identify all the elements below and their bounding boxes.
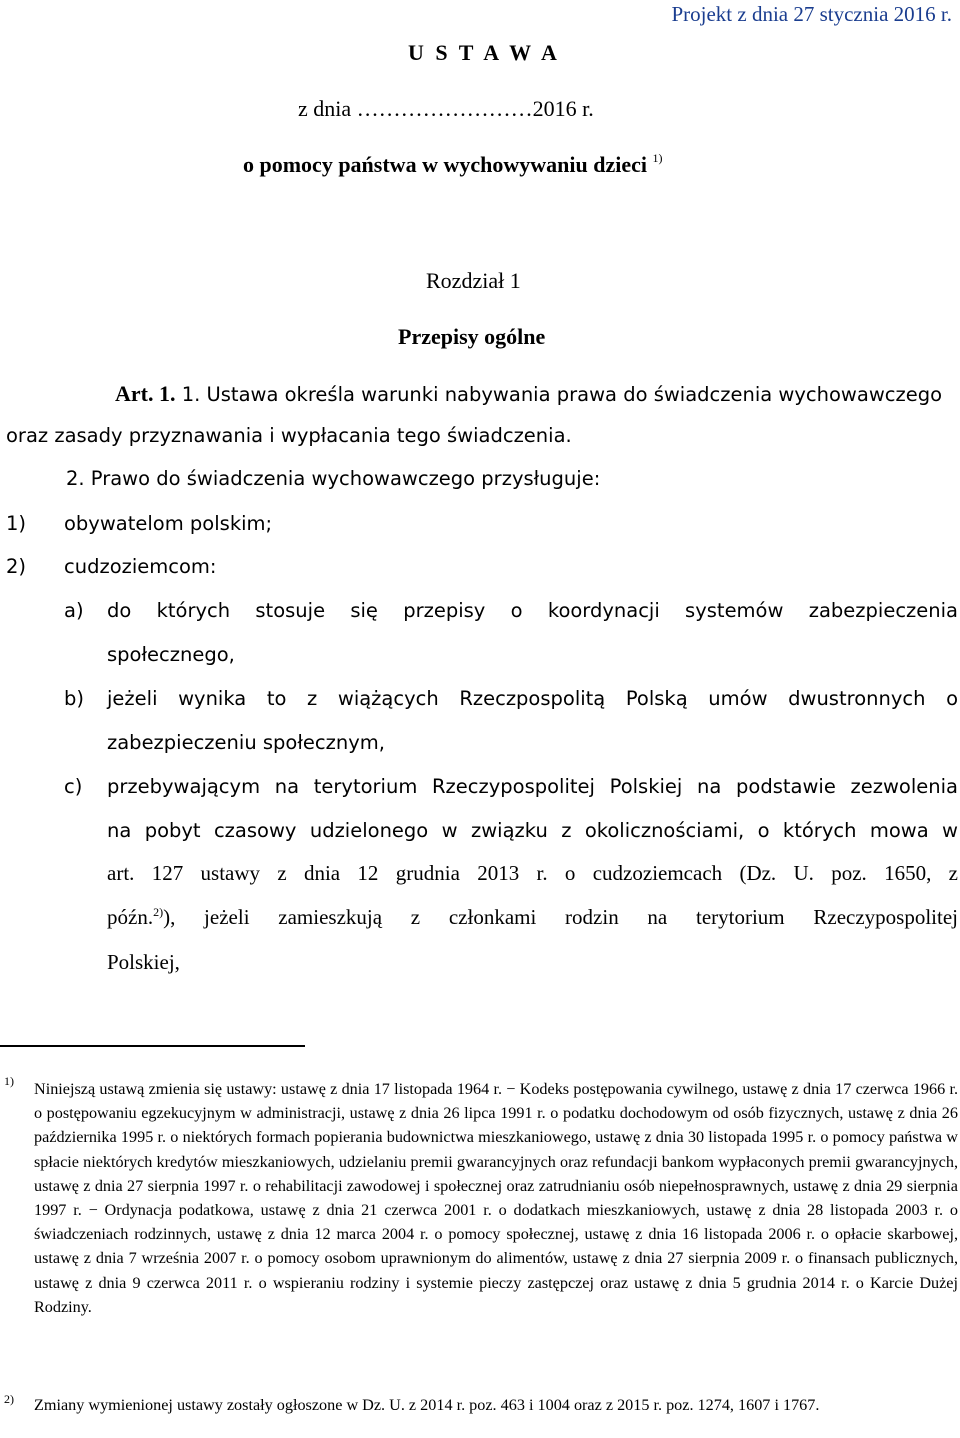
letter-b-line-1: jeżeli wynika to z wiążących Rzeczpospolitą Polską umów dwustronnych o	[107, 687, 958, 710]
letter-c-line-1: przebywającym na terytorium Rzeczypospolitej Polskiej na podstawie zezwolenia	[107, 775, 958, 798]
letter-c-line-4	[107, 905, 958, 930]
chapter-number: Rozdział 1	[426, 268, 521, 293]
letter-b-marker: b)	[64, 687, 84, 710]
footnote-ref-2[interactable]: 2)	[153, 905, 164, 919]
point-1-text: obywatelom polskim;	[64, 512, 273, 535]
article-label: Art. 1.	[115, 381, 176, 406]
footnote-2-text: Zmiany wymienionej ustawy zostały ogłoszone w Dz. U. z 2014 r. poz. 463 i 1004 oraz z 2015 r. poz. 1274, 1607 i 1767.	[34, 1396, 820, 1414]
footnote-1-text: Niniejszą ustawą zmienia się ustawy: ustawę z dnia 17 listopada 1964 r. − Kodeks postępowania cywilnego, ustawę z dnia 17 czerwca 1966 r. o postępowaniu egzekucyjnym w administracji, ustawę z dnia 26 lipca 1991 r. o podatku dochodowym od osób fizycznych, ustawę z dnia 26 października 1995 r. o niektórych formach popierania budownictwa mieszkaniowego, ustawę z dnia 30 listopada 1995 r. o pomocy państwa w spłacie niektórych kredytów mieszkaniowych, udzielaniu premii gwarancyjnych oraz refundacji bankom wypłaconych premii gwarancyjnych, ustawę z dnia 27 sierpnia 1997 r. o rehabilitacji zawodowej i społecznej oraz zatrudnianiu osób niepełnosprawnych, ustawę z dnia 29 sierpnia 1997 r. − Ordynacja podatkowa, ustawę z dnia 21 czerwca 2001 r. o dodatkach mieszkaniowych, ustawę z dnia 28 listopada 2003 r. o świadczeniach rodzinnych, ustawę z dnia 12 marca 2004 r. o pomocy społecznej, ustawę z dnia 16 listopada 2006 r. o opłacie skarbowej, ustawę z dnia 7 września 2007 r. o pomocy osobom uprawnionym do alimentów, ustawę z dnia 27 sierpnia 2009 r. o finansach publicznych, ustawę z dnia 9 czerwca 2011 r. o wspieraniu rodziny i systemie pieczy zastępczej oraz ustawę z dnia 5 grudnia 2014 r. o Karcie Dużej Rodziny.	[34, 1080, 958, 1316]
point-1-number: 1)	[6, 512, 27, 535]
enactment-date: z dnia ……………………2016 r.	[298, 96, 594, 121]
letter-a-marker: a)	[64, 599, 84, 622]
point-2-number: 2)	[6, 555, 27, 578]
footnote-1-mark: 1)	[4, 1074, 14, 1088]
point-2-text: cudzoziemcom:	[64, 555, 217, 578]
letter-b-line-2: zabezpieczeniu społecznym,	[107, 731, 385, 754]
paragraph-1-line-2: oraz zasady przyznawania i wypłacania tego świadczenia.	[6, 424, 572, 447]
letter-c-line-5: Polskiej,	[107, 950, 180, 974]
footnote-divider	[0, 1045, 305, 1047]
letter-c-line-3: art. 127 ustawy z dnia 12 grudnia 2013 r. o cudzoziemcach (Dz. U. poz. 1650, z	[107, 861, 958, 885]
document-type: U S T A W A	[408, 40, 560, 65]
article-1-line-1	[115, 381, 942, 407]
paragraph-2: 2. Prawo do świadczenia wychowawczego przysługuje:	[66, 467, 601, 490]
act-title	[243, 151, 662, 178]
letter-a-line-1: do których stosuje się przepisy o koordynacji systemów zabezpieczenia	[107, 599, 958, 622]
chapter-title: Przepisy ogólne	[398, 324, 546, 349]
letter-a-line-2: społecznego,	[107, 643, 235, 666]
letter-c-line-4-start: późn.	[107, 905, 154, 929]
letter-c-line-4-end: ), jeżeli zamieszkują z członkami rodzin na terytorium Rzeczypospolitej	[163, 905, 958, 929]
letter-c-marker: c)	[64, 775, 83, 798]
paragraph-1-text: Ustawa określa warunki nabywania prawa do świadczenia wychowawczego	[206, 383, 943, 406]
footnote-2-mark: 2)	[4, 1392, 14, 1406]
letter-c-line-2: na pobyt czasowy udzielonego w związku z okolicznościami, o których mowa w	[107, 819, 958, 842]
draft-date: Projekt z dnia 27 stycznia 2016 r.	[671, 2, 952, 26]
act-title-text: o pomocy państwa w wychowywaniu dzieci	[243, 152, 647, 177]
paragraph-1-number: 1.	[181, 383, 201, 406]
footnote-ref-1[interactable]: 1)	[652, 151, 663, 165]
